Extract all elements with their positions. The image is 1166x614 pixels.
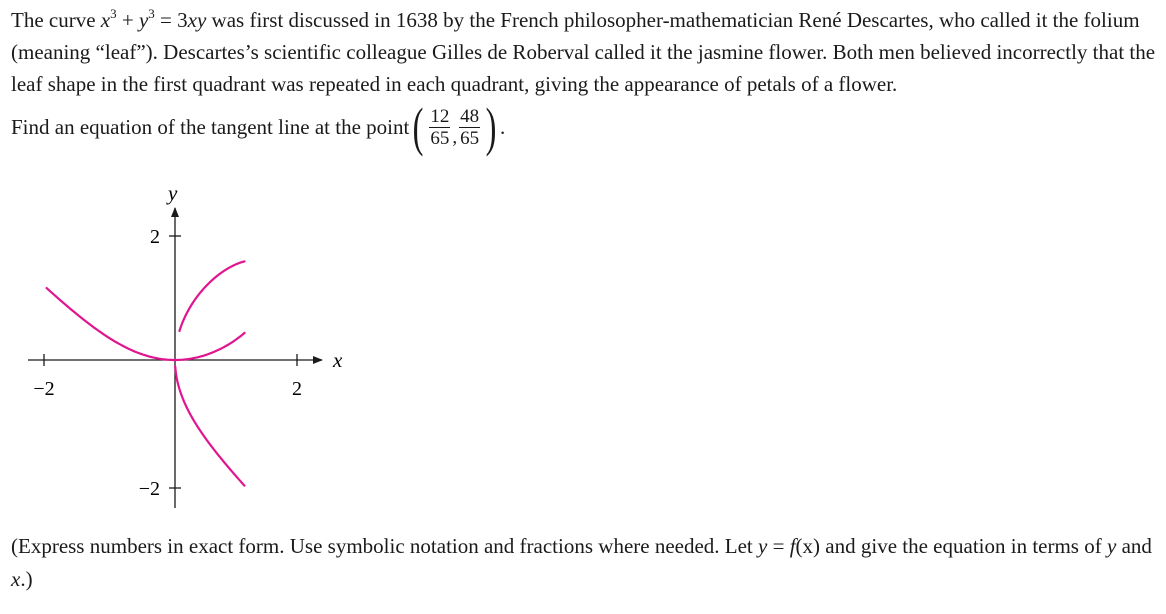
tick-label-y-pos: 2 <box>150 226 160 248</box>
equation-x: x <box>100 8 111 32</box>
folium-graph <box>0 170 380 510</box>
func-arg: (x) <box>795 534 821 558</box>
var-y: y <box>758 534 768 558</box>
tick-label-x-neg: −2 <box>33 378 55 400</box>
var-y: y <box>1106 534 1117 558</box>
point-x-fraction <box>429 106 450 149</box>
tick-label-y-neg: −2 <box>138 478 160 500</box>
var-x: x <box>11 567 21 591</box>
intro-text: The curve <box>11 8 101 32</box>
closing-text: .) <box>20 567 33 591</box>
equation-y: y <box>138 8 149 32</box>
equals-sign: = <box>767 534 790 558</box>
question-line <box>11 97 506 157</box>
point-y-fraction <box>459 106 480 149</box>
func-f: f <box>789 534 796 558</box>
plus-sign: + <box>116 8 139 32</box>
equals-text: = 3 <box>154 8 188 32</box>
problem-statement <box>11 4 1161 100</box>
instructions-text-continued: and give the equation in terms of <box>820 534 1107 558</box>
folium-curve <box>47 261 245 485</box>
point-y-denominator: 65 <box>460 127 480 149</box>
exponent: 3 <box>148 6 155 21</box>
equation-xy: xy <box>187 8 207 32</box>
axis-label-y: y <box>168 181 178 205</box>
axis-label-x: x <box>333 348 343 372</box>
left-paren: ( <box>412 97 424 157</box>
period: . <box>500 114 506 139</box>
point-x-denominator: 65 <box>430 127 450 149</box>
right-paren: ) <box>485 97 497 157</box>
tick-label-x-pos: 2 <box>292 378 302 400</box>
question-text: Find an equation of the tangent line at the point <box>11 114 410 139</box>
point-comma: , <box>452 127 458 148</box>
point-x-numerator: 12 <box>430 105 450 127</box>
exponent: 3 <box>110 6 117 21</box>
and-text: and <box>1116 534 1152 558</box>
instructions-text: (Express numbers in exact form. Use symbolic notation and fractions where needed. Let <box>11 534 759 558</box>
answer-instructions <box>11 530 1161 596</box>
intro-text-continued: was first discussed in 1638 by the French philosopher-mathematician René Descartes, who called it the folium (meaning “leaf”). Descartes’s scientific colleague Gilles de Roberval called it the jasmine flower. Both men believed incorrectly that the leaf shape in the first quadrant was repeated in each quadrant, giving the appearance of petals of a flower. <box>11 8 1156 96</box>
point-y-numerator: 48 <box>460 105 480 127</box>
